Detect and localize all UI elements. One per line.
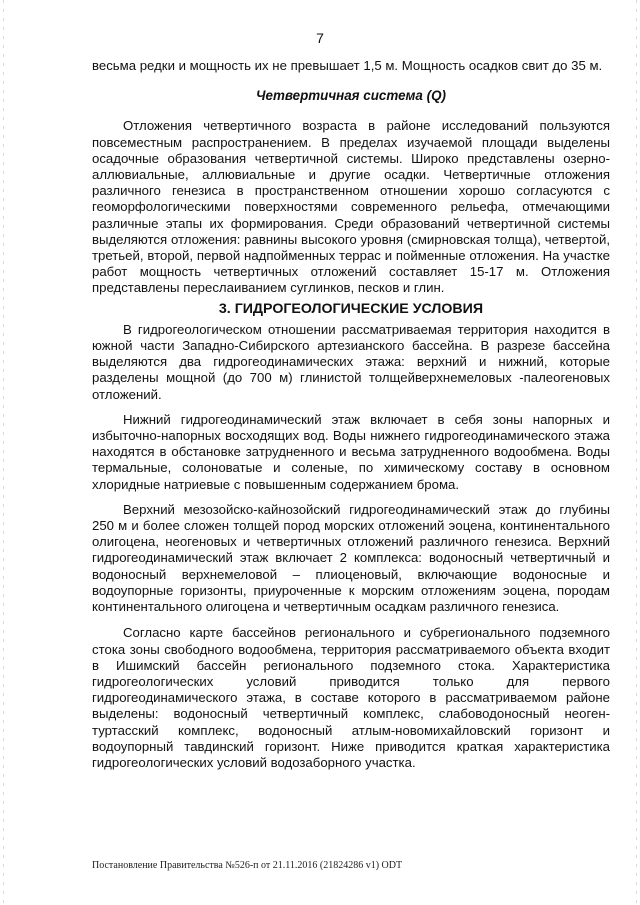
hydro-paragraph-3: Верхний мезозойско-кайнозойский гидрогеодинамический этаж до глубины 250 м и более сложен толщей пород морских отложений эоцена, континентального олигоцена, неогеновых и четвертичных отложений различного генезиса. Верхний гидрогеодинамический этаж включает 2 комплекса: водоносный четвертичный и водоносный верхнемеловой – плиоценовый, включающие водоносные и водоупорные горизонты, приуроченные к морским отложениям эоцена, породам континентального олигоцена и четвертичным осадкам различного генезиса. [92,501,610,615]
left-edge-mark [3,0,4,905]
page-number: 7 [316,30,324,46]
right-edge-mark [636,0,637,905]
lead-paragraph: весьма редки и мощность их не превышает 1,5 м. Мощность осадков свит до 35 м. [92,58,603,73]
hydro-paragraph-4: Согласно карте бассейнов регионального и субрегионального подземного стока зоны свободного водообмена, территория рассматриваемого объекта входит в Ишимский бассейн регионального подземного стока. Характеристика гидрогеологических условий приводится только для первого гидрогеодинамического этажа, в составе которого в рассматриваемом районе выделены: водоносный четвертичный комплекс, слабоводоносный неоген-туртасский комплекс, водоносный атлым-новомихайловский горизонт и водоупорный тавдинский горизонт. Ниже приводится краткая характеристика гидрогеологических условий водозаборного участка. [92,625,610,770]
section-heading: 3. ГИДРОГЕОЛОГИЧЕСКИЕ УСЛОВИЯ [218,300,484,317]
section-subheading: Четвертичная система (Q) [256,88,446,104]
hydro-paragraph-1: В гидрогеологическом отношении рассматриваемая территория находится в южной части Западно-Сибирского артезианского бассейна. В разрезе бассейна выделяются два гидрогеодинамических этажа: верхний и нижний, которые разделены мощной (до 700 м) глинистой толщейверхнемеловых -палеогеновых отложений. [92,321,610,402]
quaternary-paragraph: Отложения четвертичного возраста в районе исследований пользуются повсеместным распространением. В пределах изучаемой площади выделены осадочные образования четвертичной системы. Широко представлены озерно-аллювиальные, аллювиальные и другие осадки. Четвертичные отложения различного генезиса в пространственном отношении хорошо согласуются с геоморфологическими поверхностями современного рельефа, отмечающими различные этапы их формирования. Среди образований четвертичной системы выделяются отложения: равнины высокого уровня (смирновская толща), четвертой, третьей, второй, первой надпойменных террас и пойменные отложения. На участке работ мощность четвертичных отложений составляет 15-17 м. Отложения представлены переслаиванием суглинков, песков и глин. [92,118,610,296]
document-footer: Постановление Правительства №526-п от 21.11.2016 (21824286 v1) ODT [92,860,403,871]
hydro-paragraph-2: Нижний гидрогеодинамический этаж включает в себя зоны напорных и избыточно-напорных восходящих вод. Воды нижнего гидрогеодинамического этажа находятся в обстановке затрудненного и весьма затрудненного водообмена. Воды термальные, солоноватые и соленые, по химическому составу в основном хлоридные натриевые с повышенным содержанием брома. [92,411,610,492]
document-body [92,58,610,771]
